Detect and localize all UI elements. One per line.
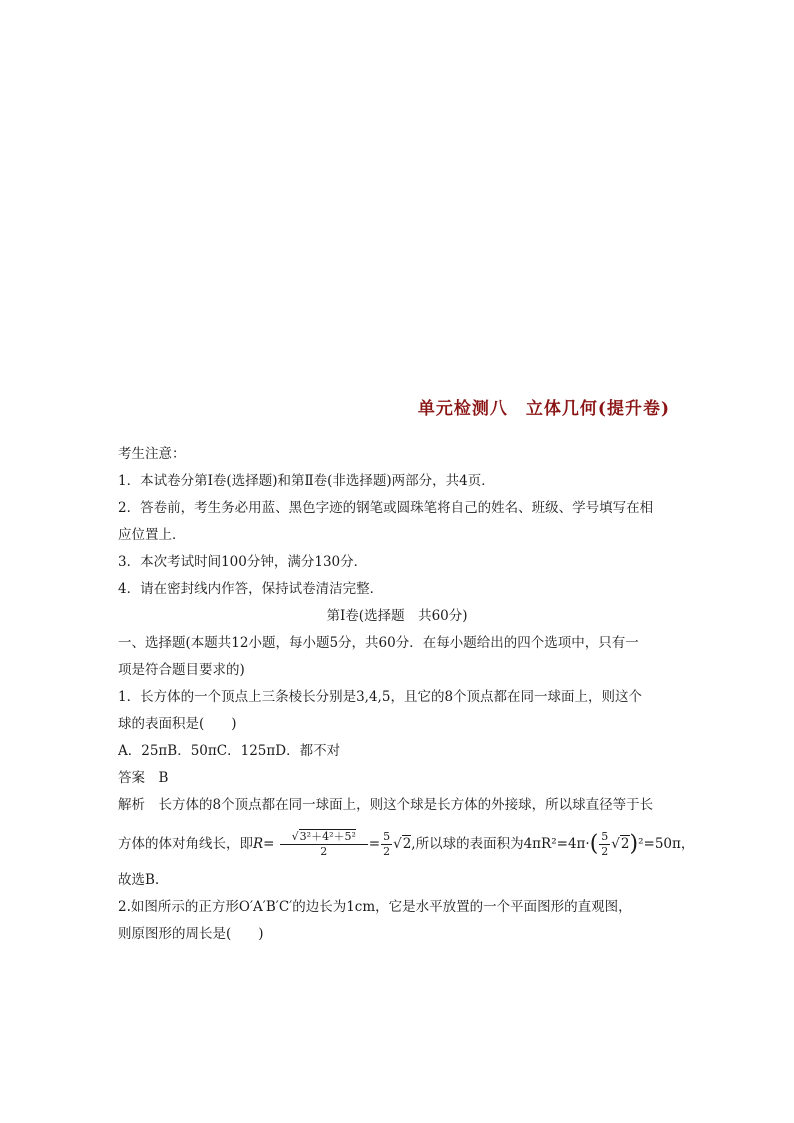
question-1-analysis: 故选B.: [118, 872, 160, 888]
sqrt-two: 2: [620, 836, 630, 852]
fraction-five-halves: $\frac{5}{2}$: [383, 830, 391, 858]
fraction-denominator: 2: [320, 845, 328, 858]
fraction-diagonal: $\frac{\text{√3²＋4²＋5²}}{2}$: [280, 830, 368, 859]
notice-line: 4．请在密封线内作答，保持试卷清洁完整．: [118, 581, 384, 597]
question-1-analysis-formula: 方体的体对角线长，即R= $\frac{\text{√3²＋4²＋5²}}{2}$ = $\frac{5}{2}$ √2,所以球的表面积为4πR²=4π·( $\frac{5}{2}$ √2)²=50π，: [118, 830, 695, 858]
sqrt-two: 2: [402, 836, 412, 852]
question-1-stem: 1．长方体的一个顶点上三条棱长分别是3,4,5，且它的8个顶点都在同一球面上，则这个: [118, 689, 643, 705]
page-title: 单元检测八 立体几何(提升卷): [417, 399, 670, 419]
equals-sign: =: [368, 836, 381, 852]
section-title: 第Ⅰ卷(选择题 共60分): [326, 608, 468, 624]
question-1-answer: 答案 B: [118, 770, 169, 786]
fraction-five-halves: $\frac{5}{2}$: [601, 830, 609, 858]
question-1-stem: 球的表面积是( ): [118, 716, 237, 732]
question-1-options: A．25πB．50πC．125πD．都不对: [118, 743, 341, 759]
question-2-stem: 2.如图所示的正方形O′A′B′C′的边长为1cm，它是水平放置的一个平面图形的直观图，: [118, 899, 632, 915]
equals-sign: =: [263, 836, 275, 852]
notice-line: 2．答卷前，考生务必用蓝、黑色字迹的钢笔或圆珠笔将自己的姓名、班级、学号填写在相: [118, 500, 654, 516]
question-1-analysis: 解析 长方体的8个顶点都在同一球面上，则这个球是长方体的外接球，所以球直径等于长: [118, 797, 654, 813]
radius-symbol: R: [253, 836, 264, 852]
analysis-text: ²=50π，: [638, 836, 695, 852]
notice-line: 3．本次考试时间100分钟，满分130分．: [118, 554, 368, 570]
part-intro-line: 项是符合题目要求的): [118, 662, 245, 678]
notice-heading: 考生注意：: [118, 446, 186, 462]
notice-line: 1．本试卷分第Ⅰ卷(选择题)和第Ⅱ卷(非选择题)两部分，共4页．: [118, 473, 495, 489]
question-2-stem: 则原图形的周长是( ): [118, 926, 264, 942]
sqrt-radicand: 3²＋4²＋5²: [299, 830, 356, 843]
analysis-text: ,所以球的表面积为4πR²=4π·: [411, 836, 590, 852]
part-intro-line: 一、选择题(本题共12小题，每小题5分，共60分．在每小题给出的四个选项中，只有一: [118, 635, 639, 651]
notice-line: 应位置上．: [118, 527, 186, 543]
analysis-text: 方体的体对角线长，即: [118, 836, 253, 852]
